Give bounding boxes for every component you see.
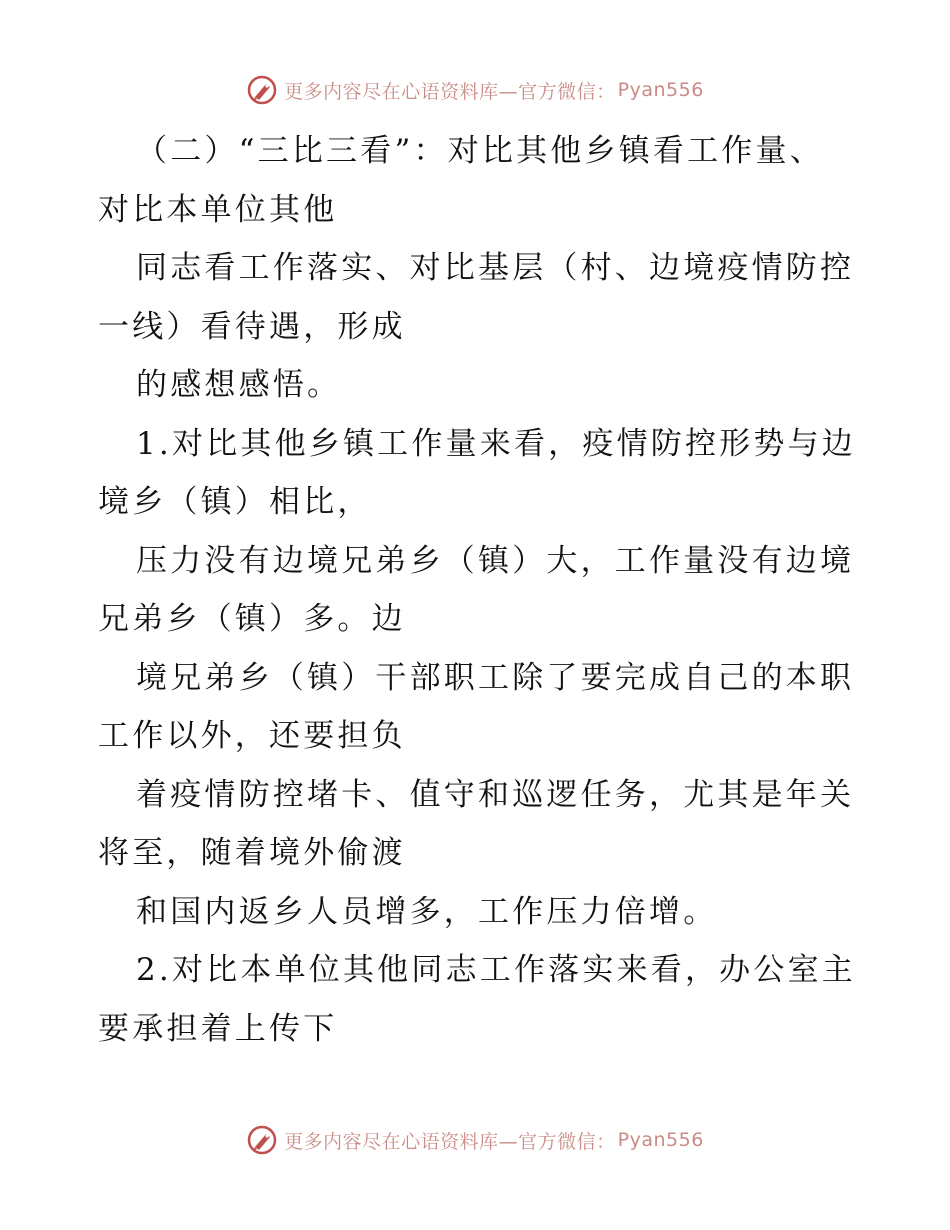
document-body bbox=[98, 122, 858, 1058]
pen-nib-logo-icon bbox=[246, 74, 278, 106]
pen-nib-logo-icon bbox=[246, 1124, 278, 1156]
text-line: 1.对比其他乡镇工作量来看，疫情防控形势与边 bbox=[136, 425, 856, 462]
text-line: 兄弟乡（镇）多。边 bbox=[98, 601, 406, 637]
text-line: 2.对比本单位其他同志工作落实来看，办公室主 bbox=[136, 952, 856, 988]
text-line: 着疫情防控堵卡、值守和巡逻任务，尤其是年关 bbox=[136, 776, 855, 813]
watermark-id: Pyan556 bbox=[617, 79, 704, 101]
text-line: 的感想感悟。 bbox=[136, 367, 342, 403]
text-line: 和国内返乡人员增多，工作压力倍增。 bbox=[136, 893, 718, 930]
watermark-text: 更多内容尽在心语资料库—官方微信： bbox=[284, 1130, 616, 1153]
footer-watermark bbox=[0, 1122, 950, 1158]
text-line: （二）“三比三看”：对比其他乡镇看工作量、 bbox=[136, 133, 824, 169]
text-line: 境兄弟乡（镇）干部职工除了要完成自己的本职 bbox=[136, 659, 855, 696]
text-line: 将至，随着境外偷渡 bbox=[98, 835, 406, 871]
text-line: 一线）看待遇，形成 bbox=[98, 308, 406, 345]
text-line: 要承担着上传下 bbox=[98, 1010, 338, 1047]
text-line: 同志看工作落实、对比基层（村、边境疫情防控 bbox=[136, 250, 855, 286]
watermark-text: 更多内容尽在心语资料库—官方微信： bbox=[284, 80, 616, 103]
header-watermark bbox=[0, 72, 950, 108]
text-line: 压力没有边境兄弟乡（镇）大，工作量没有边境 bbox=[136, 542, 855, 579]
watermark-id: Pyan556 bbox=[617, 1129, 704, 1151]
text-line: 对比本单位其他 bbox=[98, 191, 338, 228]
text-line: 境乡（镇）相比， bbox=[98, 484, 372, 520]
text-line: 工作以外，还要担负 bbox=[98, 718, 406, 754]
